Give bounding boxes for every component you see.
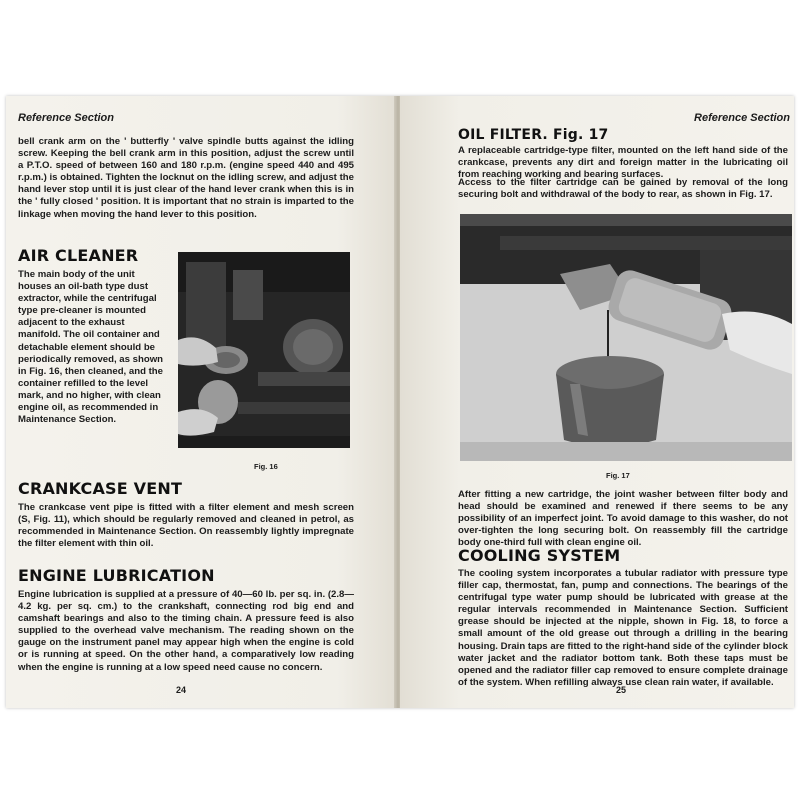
crankcase-vent-paragraph: The crankcase vent pipe is fitted with a filter element and mesh screen (S, Fig. 11), which should be regularly removed and cleaned in petrol, as recommended in Maintenance Section. On reassembly lightly impregnate the filter element with thin oil. (18, 502, 354, 550)
right-page (400, 96, 794, 708)
left-page (6, 96, 396, 708)
air-cleaner-paragraph: The main body of the unit houses an oil-bath type dust extractor, while the centrifugal type pre-cleaner is mounted adjacent to the exhaust manifold. The oil container and detachable element should be periodically removed, as shown in Fig. 16, then cleaned, and the container refilled to the level mark, and no higher, with clean engine oil, as recommended in Maintenance Section. (18, 269, 164, 426)
oil-filter-heading: OIL FILTER. Fig. 17 (458, 127, 609, 143)
fig-17-caption: Fig. 17 (606, 471, 630, 480)
engine-lubrication-heading: ENGINE LUBRICATION (18, 566, 215, 585)
left-intro-paragraph: bell crank arm on the ' butterfly ' valve spindle butts against the idling screw. Keeping the bell crank arm in this position, adjust the screw until a P.T.O. speed of between 160 and 180 r.p.m. (engine speed 440 and 495 r.p.m.) is obtained. Tighten the locknut on the idling screw, and adjust the hand lever stop until it is just clear of the hand lever crank when this is in the ' fully closed ' position. It is important that no strain is imparted to the linkage when moving the hand lever to this position. (18, 136, 354, 220)
engine-lubrication-paragraph: Engine lubrication is supplied at a pressure of 40—60 lb. per sq. in. (2.8—4.2 kg. per sq. cm.) to the crankshaft, connecting rod big end and camshaft bearings and also to the timing chain. A pressure feed is also supplied to the overhead valve mechanism. The reading shown on the gauge on the instrument panel may appear high when the engine is cold or is running at speed. On the other hand, a comparatively low reading when the engine is running at a low speed need cause no concern. (18, 589, 354, 673)
oil-filter-after-paragraph: After fitting a new cartridge, the joint washer between filter body and head should be examined and renewed if there seems to be any possibility of an imperfect joint. To avoid damage to this washer, do not over-tighten the long securing bolt. On reassembly fill the cartridge body one-third full with clean engine oil. (458, 489, 788, 549)
left-page-number: 24 (176, 685, 187, 695)
fig-17-photo (460, 214, 792, 461)
fig-16-caption: Fig. 16 (254, 462, 278, 471)
crankcase-vent-heading: CRANKCASE VENT (18, 479, 183, 498)
air-cleaner-heading: AIR CLEANER (18, 246, 139, 265)
cooling-system-paragraph: The cooling system incorporates a tubular radiator with pressure type filler cap, thermostat, fan, pump and connections. The bearings of the centrifugal type water pump should be lubricated with grease at the regular intervals recommended in Maintenance Section. Sufficient grease should be injected at the nipple, shown in Fig. 18, to force a small amount of the old grease out through a drilling in the bearing housing. Drain taps are fitted to the right-hand side of the cylinder block water jacket and the radiator bottom tank. Both these taps must be opened and the radiator filler cap removed to ensure complete drainage of the system. When refilling always use clean rain water, if available. (458, 568, 788, 688)
fig-16-photo (178, 252, 350, 448)
oil-filter-paragraph: A replaceable cartridge-type filter, mounted on the left hand side of the crankcase, prevents any dirt and foreign matter in the lubricating oil from reaching working and bearing surfaces. (458, 145, 788, 181)
right-page-number: 25 (616, 685, 627, 695)
left-section-label: Reference Section (18, 112, 114, 124)
cooling-system-heading: COOLING SYSTEM (458, 546, 621, 565)
oil-filter-paragraph-2: Access to the filter cartridge can be gained by removal of the long securing bolt and withdrawal of the body to rear, as shown in Fig. 17. (458, 177, 788, 201)
right-section-label: Reference Section (694, 112, 790, 124)
